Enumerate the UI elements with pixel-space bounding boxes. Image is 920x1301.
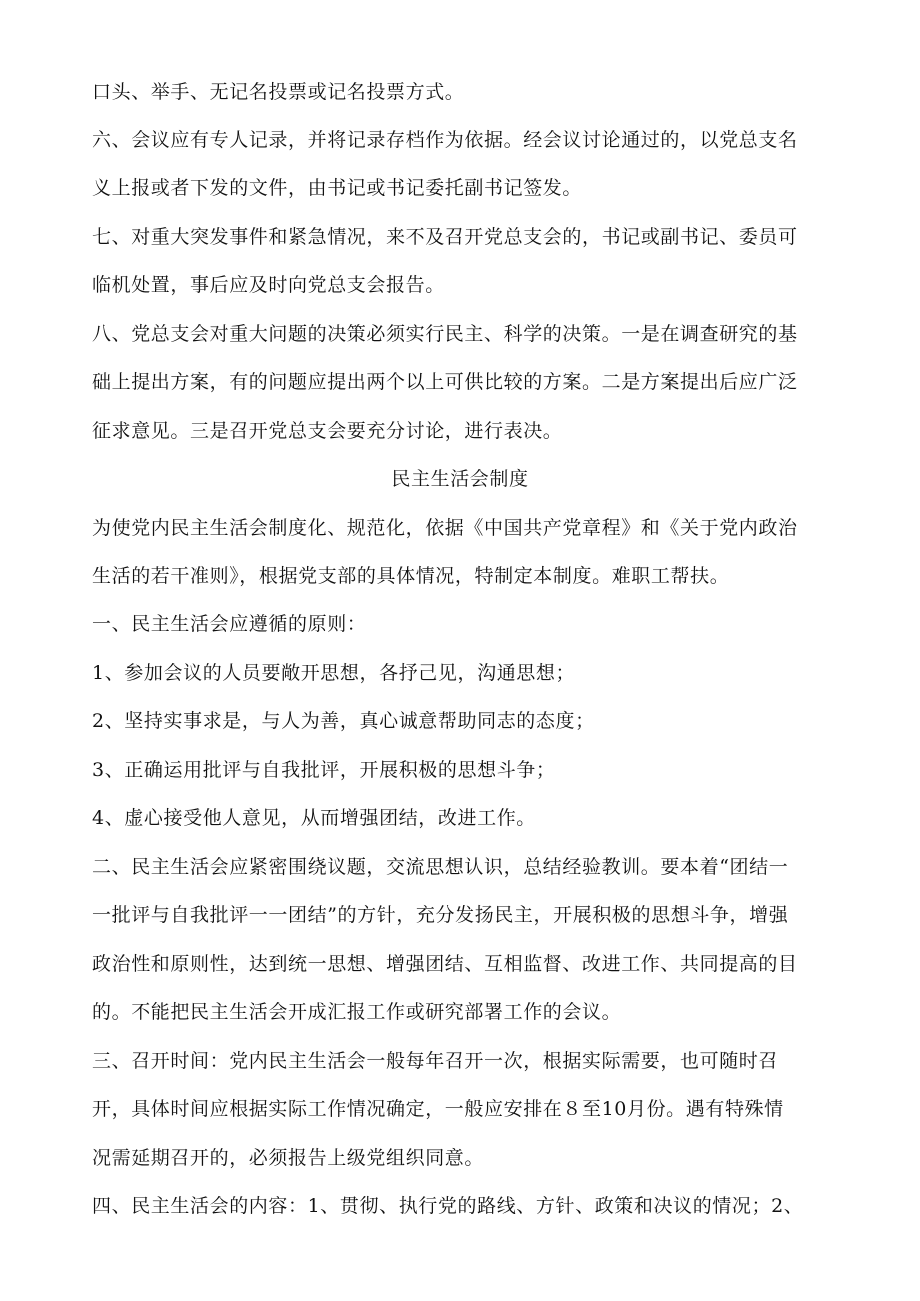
text-line: 生活的若干准则》，根据党支部的具体情况，特制定本制度。难职工帮扶。: [92, 565, 730, 587]
section-title: 民主生活会制度: [391, 468, 529, 490]
text-line: 础上提出方案，有的问题应提出两个以上可供比较的方案。二是方案提出后应广泛: [92, 371, 798, 393]
text-line: 二、民主生活会应紧密围绕议题，交流思想认识，总结经验教训。要本着“团结一: [92, 856, 789, 878]
text-line: 1、参加会议的人员要敞开思想，各抒己见，沟通思想；: [92, 662, 576, 684]
text-line: 口头、举手、无记名投票或记名投票方式。: [92, 81, 465, 103]
text-line: 开，具体时间应根据实际工作情况确定，一般应安排在８至10月份。遇有特殊情: [92, 1098, 784, 1120]
text-line: 临机处置，事后应及时向党总支会报告。: [92, 274, 445, 296]
text-line: 况需延期召开的，必须报告上级党组织同意。: [92, 1147, 485, 1169]
text-line: 三、召开时间：党内民主生活会一般每年召开一次，根据实际需要，也可随时召: [92, 1050, 779, 1072]
text-line: 四、民主生活会的内容：1、贯彻、执行党的路线、方针、政策和决议的情况；2、: [92, 1195, 804, 1217]
text-line: 一、民主生活会应遵循的原则：: [92, 613, 367, 635]
text-line: 征求意见。三是召开党总支会要充分讨论，进行表决。: [92, 420, 563, 442]
text-line: 八、党总支会对重大问题的决策必须实行民主、科学的决策。一是在调查研究的基: [92, 323, 798, 345]
text-line: 七、对重大突发事件和紧急情况，来不及召开党总支会的，书记或副书记、委员可: [92, 226, 798, 248]
text-line: 政治性和原则性，达到统一思想、增强团结、互相监督、改进工作、共同提高的目: [92, 953, 798, 975]
text-line: 2、坚持实事求是，与人为善，真心诚意帮助同志的态度；: [92, 710, 595, 732]
text-line: 3、正确运用批评与自我批评，开展积极的思想斗争；: [92, 759, 556, 781]
text-line: 为使党内民主生活会制度化、规范化，依据《中国共产党章程》和《关于党内政治: [92, 517, 798, 539]
text-line: 六、会议应有专人记录，并将记录存档作为依据。经会议讨论通过的，以党总支名: [92, 129, 798, 151]
text-line: 4、虚心接受他人意见，从而增强团结，改进工作。: [92, 807, 536, 829]
text-line: 一批评与自我批评一一团结”的方针，充分发扬民主，开展积极的思想斗争，增强: [92, 904, 789, 926]
text-line: 的。不能把民主生活会开成汇报工作或研究部署工作的会议。: [92, 1001, 622, 1023]
text-line: 义上报或者下发的文件，由书记或书记委托副书记签发。: [92, 177, 583, 199]
